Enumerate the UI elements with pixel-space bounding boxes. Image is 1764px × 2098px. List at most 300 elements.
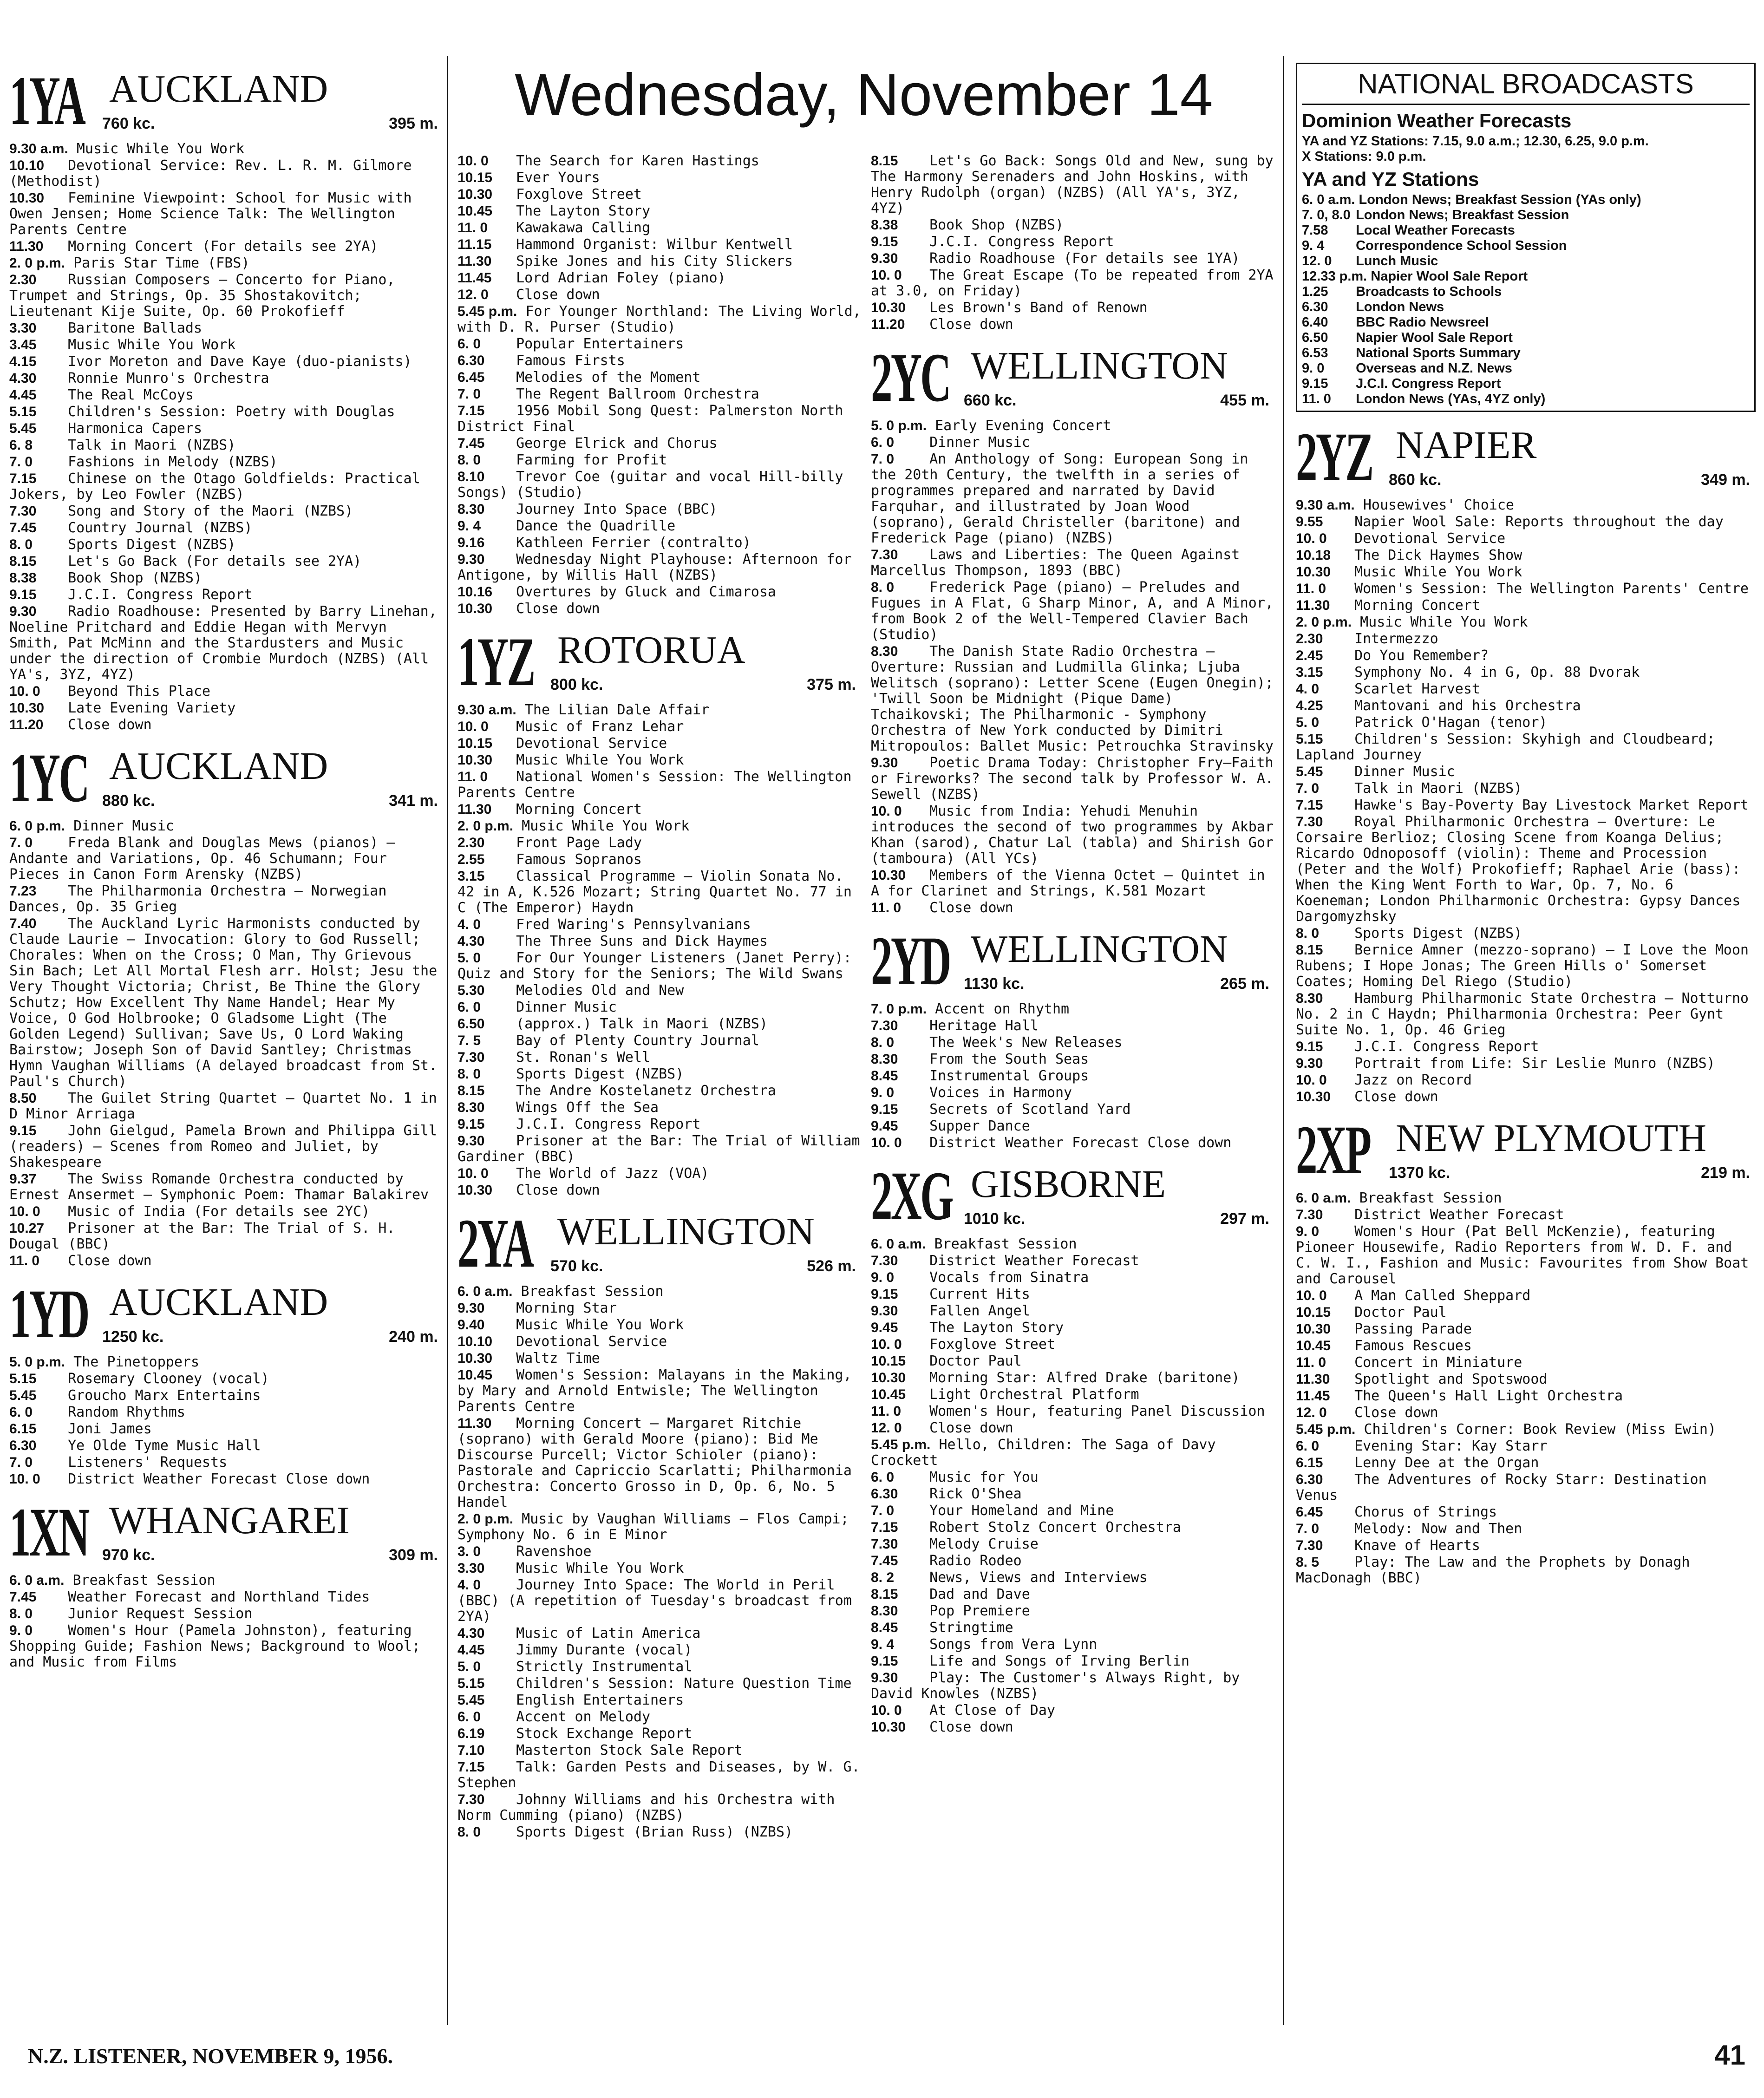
schedule-programme: Children's Corner: Book Review (Miss Ewin) — [1364, 1421, 1717, 1438]
schedule-time: 8.15 — [457, 1083, 485, 1098]
schedule-programme: London News; Breakfast Session — [1356, 208, 1569, 222]
schedule-programme: Sports Digest (NZBS) — [1354, 925, 1522, 941]
schedule-time: 6. 0 — [871, 435, 895, 450]
schedule-time: 6.30 — [1302, 300, 1328, 314]
schedule-item — [457, 270, 862, 286]
schedule-item — [1302, 284, 1750, 300]
schedule-item — [9, 554, 444, 569]
schedule-time: 9.40 — [457, 1317, 485, 1333]
page-footer: N.Z. LISTENER, NOVEMBER 9, 1956. — [28, 2044, 393, 2068]
schedule-programme: Members of the Vienna Octet — Quintet in A for Clarinet and Strings, K.581 Mozart — [871, 867, 1265, 899]
station-frequency: 660 kc. — [964, 392, 1017, 409]
schedule-time: 10.15 — [457, 736, 493, 751]
schedule-item — [457, 1693, 862, 1708]
schedule-item — [1296, 1372, 1756, 1387]
schedule-item — [1302, 346, 1750, 361]
schedule-item — [1296, 614, 1756, 630]
schedule-time: 8. 0 — [457, 1066, 481, 1082]
schedule-time: 7.30 — [871, 547, 898, 562]
schedule-item — [457, 1100, 862, 1116]
schedule-programme: Music While You Work — [68, 337, 236, 353]
station-call-sign: 1YD — [9, 1275, 88, 1353]
schedule-programme: Close down — [929, 1420, 1013, 1436]
schedule-programme: Close down — [516, 1182, 600, 1198]
schedule-time: 7.30 — [1296, 814, 1323, 830]
schedule-item — [457, 1626, 862, 1641]
schedule-time: 2.30 — [9, 272, 37, 288]
schedule-time: 5.15 — [457, 1676, 485, 1691]
schedule-item — [1296, 1321, 1756, 1337]
schedule-programme: For Younger Northland: The Living World, with D. R. Purser (Studio) — [457, 303, 861, 335]
schedule-programme: Mantovani and his Orchestra — [1354, 698, 1581, 714]
schedule-item — [457, 950, 862, 982]
schedule-item — [871, 1052, 1275, 1067]
schedule-programme: Breakfast Session — [72, 1572, 216, 1588]
schedule-programme: Light Orchestral Platform — [929, 1386, 1139, 1403]
schedule-time: 8.15 — [9, 554, 37, 569]
schedule-item — [457, 1351, 862, 1366]
schedule-item — [457, 386, 862, 402]
station-call-sign: 1XN — [9, 1494, 88, 1571]
schedule-time: 4. 0 — [457, 917, 481, 932]
schedule-programme: Morning Concert (For details see 2YA) — [68, 238, 379, 255]
station-frequency: 570 kc. — [550, 1257, 603, 1275]
station-call-sign: 2XG — [871, 1157, 952, 1235]
schedule-time: 10.45 — [457, 203, 493, 219]
page-headline: Wednesday, November 14 — [515, 62, 1213, 128]
schedule-item — [1296, 681, 1756, 697]
schedule-item — [457, 436, 862, 451]
schedule-item — [871, 1287, 1275, 1302]
schedule-time: 8.30 — [1296, 991, 1323, 1006]
schedule-item — [1302, 376, 1750, 392]
schedule-programme: Women's Hour, featuring Panel Discussion — [929, 1403, 1265, 1419]
schedule-time: 11. 0 — [871, 1404, 902, 1419]
schedule-item — [9, 604, 444, 683]
schedule-programme: Close down — [1354, 1405, 1438, 1421]
schedule-programme: St. Ronan's Well — [516, 1049, 651, 1065]
schedule-item — [9, 717, 444, 733]
schedule-item — [1296, 665, 1756, 680]
station-frequency: 760 kc. — [102, 115, 155, 132]
schedule-item — [1296, 1355, 1756, 1371]
schedule-time: 9.15 — [9, 1123, 37, 1138]
schedule-programme: BBC Radio Newsreel — [1356, 315, 1489, 330]
station-city: NAPIER — [1396, 424, 1537, 467]
schedule-item — [9, 1171, 444, 1203]
schedule-programme: Morning Concert — [1354, 597, 1480, 614]
schedule-programme: Do You Remember? — [1354, 647, 1489, 664]
schedule-item — [871, 1719, 1275, 1735]
schedule-item — [457, 769, 862, 801]
schedule-item — [457, 153, 862, 169]
schedule-time: 10. 0 — [1296, 1072, 1327, 1088]
schedule-programme: Music While You Work — [516, 1560, 684, 1576]
schedule-time: 9. 0 — [1302, 361, 1325, 376]
schedule-programme: Children's Session: Skyhigh and Cloudbeard; Lapland Journey — [1296, 731, 1715, 763]
schedule-item — [457, 552, 862, 583]
schedule-item — [1296, 648, 1756, 664]
schedule-time: 7.15 — [457, 403, 485, 418]
schedule-time: 7.58 — [1302, 223, 1328, 238]
schedule-item — [1296, 1089, 1756, 1105]
schedule-time: 9.45 — [871, 1320, 898, 1335]
schedule-programme: Portrait from Life: Sir Leslie Munro (NZBS) — [1354, 1055, 1715, 1072]
schedule-time: 7.30 — [457, 1792, 485, 1807]
schedule-programme: Songs from Vera Lynn — [929, 1636, 1098, 1653]
schedule-item — [457, 1133, 862, 1165]
schedule-programme: The Real McCoys — [68, 387, 194, 403]
schedule-time: 2.55 — [457, 852, 485, 867]
schedule-time: 10.45 — [1296, 1338, 1331, 1353]
schedule-programme: Evening Star: Kay Starr — [1354, 1438, 1548, 1454]
schedule-programme: Accent on Rhythm — [935, 1001, 1070, 1017]
schedule-time: 7. 0 — [1296, 781, 1320, 796]
schedule-programme: Rick O'Shea — [929, 1486, 1022, 1502]
schedule-time: 10. 0 — [871, 268, 902, 283]
schedule-item — [457, 1792, 862, 1823]
schedule-time: 9.15 — [457, 1117, 485, 1132]
schedule-programme: Breakfast Session — [1359, 1190, 1502, 1206]
schedule-time: 5.45 p.m. — [1296, 1422, 1356, 1437]
schedule-programme: Dinner Music — [929, 434, 1030, 451]
schedule-programme: Morning Star — [516, 1300, 617, 1316]
page-number: 41 — [1714, 2039, 1745, 2071]
schedule-item — [9, 404, 444, 420]
schedule-list — [1296, 497, 1756, 1105]
schedule-time: 2.30 — [457, 835, 485, 850]
schedule-time: 9.15 — [871, 1287, 898, 1302]
schedule-time: 7.45 — [871, 1553, 898, 1569]
schedule-item — [9, 239, 444, 255]
schedule-list — [1296, 1190, 1756, 1586]
schedule-time: 10. 0 — [871, 1703, 902, 1718]
schedule-item — [1296, 1422, 1756, 1438]
schedule-time: 9.15 — [871, 1102, 898, 1117]
schedule-item — [9, 537, 444, 553]
schedule-programme: Johnny Williams and his Orchestra with Norm Cumming (piano) (NZBS) — [457, 1791, 835, 1823]
schedule-programme: Patrick O'Hagan (tenor) — [1354, 714, 1548, 731]
schedule-item — [9, 272, 444, 320]
schedule-item — [871, 1118, 1275, 1134]
schedule-time: 7.30 — [1296, 1538, 1323, 1553]
station-wavelength: 375 m. — [807, 676, 856, 693]
schedule-item — [1302, 315, 1750, 330]
schedule-item — [1302, 254, 1750, 269]
schedule-programme: National Women's Session: The Wellington Parents Centre — [457, 769, 852, 801]
schedule-programme: John Gielgud, Pamela Brown and Philippa Gill (readers) — Scenes from Romeo and Juliet, by Shakespeare — [9, 1123, 437, 1170]
station-city: AUCKLAND — [109, 1281, 328, 1324]
schedule-programme: Trevor Coe (guitar and vocal Hill-billy Songs) (Studio) — [457, 469, 843, 501]
schedule-time: 8.45 — [871, 1068, 898, 1084]
schedule-item — [1296, 631, 1756, 647]
schedule-time: 8.30 — [457, 502, 485, 517]
schedule-item — [457, 702, 862, 718]
schedule-item — [457, 1642, 862, 1658]
schedule-time: 7.45 — [9, 520, 37, 536]
schedule-programme: Vocals from Sinatra — [929, 1269, 1089, 1286]
schedule-time: 10. 0 — [871, 804, 902, 819]
schedule-programme: Music While You Work — [76, 141, 245, 157]
schedule-time: 5.15 — [1296, 732, 1323, 747]
schedule-programme: Instrumental Groups — [929, 1068, 1089, 1084]
schedule-programme: Early Evening Concert — [935, 418, 1111, 434]
schedule-item — [9, 1388, 444, 1404]
schedule-programme: Poetic Drama Today: Christopher Fry—Faith or Fireworks? The second talk by Professor W. A. Sewell (NZBS) — [871, 755, 1274, 803]
schedule-time: 6. 0 — [1296, 1438, 1320, 1454]
schedule-programme: Journey Into Space (BBC) — [516, 501, 718, 517]
schedule-time: 10.30 — [1296, 564, 1331, 580]
schedule-time: 9.15 — [1302, 376, 1328, 391]
schedule-programme: Junior Request Session — [68, 1606, 253, 1622]
schedule-item — [457, 983, 862, 999]
schedule-programme: Music of Latin America — [516, 1625, 701, 1641]
station-city: AUCKLAND — [109, 67, 328, 111]
schedule-programme: Sports Digest (NZBS) — [68, 536, 236, 553]
schedule-time: 7.15 — [9, 471, 37, 486]
schedule-item — [457, 1577, 862, 1625]
schedule-programme: Sports Digest (Brian Russ) (NZBS) — [516, 1824, 793, 1840]
schedule-programme: Late Evening Variety — [68, 700, 236, 716]
schedule-item — [9, 1253, 444, 1269]
schedule-time: 3.15 — [457, 869, 485, 884]
schedule-item — [871, 153, 1275, 216]
schedule-programme: District Weather Forecast — [1354, 1207, 1564, 1223]
schedule-item — [871, 1303, 1275, 1319]
schedule-time: 12.33 p.m. — [1302, 269, 1367, 284]
schedule-item — [871, 1437, 1275, 1469]
schedule-item — [9, 337, 444, 353]
schedule-item — [9, 158, 444, 190]
station-city: NEW PLYMOUTH — [1396, 1117, 1707, 1160]
schedule-programme: The Layton Story — [929, 1320, 1064, 1336]
schedule-programme: Random Rhythms — [68, 1404, 185, 1420]
station-header — [9, 62, 444, 139]
schedule-time: 10.15 — [1296, 1305, 1331, 1320]
schedule-time: 8.30 — [871, 1603, 898, 1619]
schedule-time: 8. 0 — [871, 1035, 895, 1050]
schedule-time: 11. 0 — [457, 769, 488, 784]
schedule-programme: For Our Younger Listeners (Janet Perry): Quiz and Story for the Seniors; The Wild Swans — [457, 950, 852, 982]
schedule-programme: Book Shop (NZBS) — [68, 570, 203, 586]
station-header — [457, 623, 862, 700]
schedule-item — [457, 1000, 862, 1015]
schedule-item — [457, 1016, 862, 1032]
schedule-time: 10.30 — [9, 190, 45, 206]
schedule-item — [871, 1236, 1275, 1252]
schedule-programme: Prisoner at the Bar: The Trial of S. H. Dougal (BBC) — [9, 1220, 395, 1252]
schedule-programme: Correspondence School Session — [1356, 238, 1567, 253]
schedule-time: 9.30 — [9, 604, 37, 619]
schedule-time: 7.15 — [1296, 797, 1323, 813]
schedule-programme: English Entertainers — [516, 1692, 684, 1708]
schedule-programme: A Man Called Sheppard — [1354, 1288, 1531, 1304]
schedule-programme: Farming for Profit — [516, 452, 667, 468]
schedule-time: 12. 0 — [1302, 254, 1332, 268]
schedule-time: 11.45 — [1296, 1388, 1330, 1404]
schedule-time: 5.15 — [9, 404, 37, 419]
schedule-time: 8. 2 — [871, 1570, 895, 1585]
schedule-item — [9, 503, 444, 519]
schedule-time: 6. 0 — [457, 336, 481, 352]
schedule-item — [1296, 732, 1756, 763]
weather-line: YA and YZ Stations: 7.15, 9.0 a.m.; 12.30, 6.25, 9.0 p.m. — [1302, 134, 1649, 149]
schedule-item — [457, 1511, 862, 1543]
schedule-item — [1296, 942, 1756, 990]
schedule-item — [871, 1536, 1275, 1552]
schedule-programme: Music While You Work — [516, 1317, 684, 1333]
schedule-item — [457, 170, 862, 186]
schedule-item — [457, 287, 862, 303]
schedule-time: 6.50 — [457, 1016, 485, 1032]
schedule-programme: Broadcasts to Schools — [1356, 284, 1502, 299]
schedule-item — [9, 1371, 444, 1387]
station-call-sign: 2YA — [457, 1205, 533, 1282]
schedule-time: 7.30 — [871, 1253, 898, 1268]
schedule-programme: J.C.I. Congress Report — [1354, 1039, 1539, 1055]
schedule-item — [1296, 531, 1756, 547]
schedule-programme: Music of Franz Lehar — [516, 719, 684, 735]
schedule-item — [9, 354, 444, 370]
schedule-item — [9, 1405, 444, 1420]
schedule-time: 9.30 a.m. — [9, 141, 68, 157]
schedule-item — [457, 719, 862, 735]
station-wavelength: 349 m. — [1701, 471, 1750, 489]
schedule-time: 8.15 — [871, 153, 898, 169]
schedule-item — [871, 451, 1275, 546]
schedule-item — [9, 587, 444, 603]
schedule-list — [9, 1354, 444, 1487]
schedule-item — [457, 1743, 862, 1758]
schedule-item — [1302, 223, 1750, 238]
schedule-programme: Dinner Music — [516, 999, 617, 1015]
schedule-programme: Rosemary Clooney (vocal) — [68, 1371, 269, 1387]
schedule-time: 9. 0 — [9, 1623, 33, 1638]
schedule-programme: Women's Session: Malayans in the Making, by Mary and Arnold Entwisle; The Wellington Parents Centre — [457, 1367, 852, 1415]
schedule-programme: Spike Jones and his City Slickers — [516, 253, 793, 269]
schedule-programme: Life and Songs of Irving Berlin — [929, 1653, 1189, 1669]
schedule-time: 6. 0 — [457, 1000, 481, 1015]
schedule-item — [457, 818, 862, 834]
schedule-item — [871, 1001, 1275, 1017]
station-frequency: 1010 kc. — [964, 1210, 1026, 1228]
schedule-programme: Breakfast Session — [934, 1236, 1077, 1252]
schedule-item — [1296, 1207, 1756, 1223]
schedule-time: 6.30 — [1296, 1472, 1323, 1487]
schedule-time: 8. 0 — [1296, 926, 1320, 941]
station-wavelength: 265 m. — [1220, 975, 1269, 993]
schedule-list — [871, 418, 1275, 916]
schedule-item — [9, 471, 444, 503]
schedule-item — [457, 203, 862, 219]
station-wavelength: 240 m. — [389, 1328, 438, 1346]
schedule-time: 11.30 — [9, 239, 44, 254]
schedule-time: 6. 8 — [9, 438, 33, 453]
schedule-programme: News, Views and Interviews — [929, 1569, 1148, 1586]
schedule-item — [871, 1654, 1275, 1669]
schedule-time: 7.15 — [871, 1520, 898, 1535]
schedule-item — [457, 220, 862, 236]
schedule-time: 6. 0 — [871, 1470, 895, 1485]
schedule-programme: Dad and Dave — [929, 1586, 1030, 1602]
schedule-item — [871, 217, 1275, 233]
schedule-item — [9, 1123, 444, 1170]
schedule-item — [871, 1337, 1275, 1353]
schedule-programme: Paris Star Time (FBS) — [73, 255, 250, 271]
schedule-programme: Napier Wool Sale Report — [1356, 330, 1513, 345]
schedule-programme: Lenny Dee at the Organ — [1354, 1455, 1539, 1471]
schedule-time: 5.45 — [1296, 764, 1323, 779]
schedule-programme: Play: The Customer's Always Right, by David Knowles (NZBS) — [871, 1670, 1240, 1702]
schedule-programme: Knave of Hearts — [1354, 1537, 1480, 1554]
schedule-item — [871, 418, 1275, 434]
schedule-item — [457, 452, 862, 468]
schedule-item — [1296, 1521, 1756, 1537]
schedule-time: 5.45 p.m. — [457, 304, 517, 319]
schedule-item — [1296, 1190, 1756, 1206]
schedule-programme: The Great Escape (To be repeated from 2YA at 3.0, on Friday) — [871, 267, 1274, 299]
schedule-item — [457, 1676, 862, 1692]
schedule-time: 12. 0 — [871, 1420, 902, 1436]
schedule-time: 7. 5 — [457, 1033, 481, 1048]
schedule-time: 6.30 — [9, 1438, 37, 1453]
schedule-time: 7.30 — [871, 1536, 898, 1552]
schedule-programme: Laws and Liberties: The Queen Against Marcellus Thompson, 1893 (BBC) — [871, 547, 1240, 579]
schedule-time: 9. 4 — [457, 518, 481, 534]
schedule-programme: Listeners' Requests — [68, 1454, 228, 1471]
schedule-item — [1296, 1288, 1756, 1304]
schedule-programme: Doctor Paul — [929, 1353, 1022, 1369]
schedule-programme: The Lilian Dale Affair — [524, 702, 710, 718]
schedule-time: 4. 0 — [1296, 681, 1320, 697]
schedule-item — [9, 190, 444, 238]
schedule-programme: Voices in Harmony — [929, 1085, 1072, 1101]
schedule-time: 11.15 — [457, 237, 492, 252]
schedule-programme: J.C.I. Congress Report — [1356, 376, 1501, 391]
schedule-item — [871, 755, 1275, 803]
schedule-programme: J.C.I. Congress Report — [929, 234, 1114, 250]
schedule-time: 8.50 — [9, 1091, 37, 1106]
schedule-list — [9, 818, 444, 1269]
schedule-item — [1302, 269, 1750, 284]
station-wavelength: 297 m. — [1220, 1210, 1269, 1228]
schedule-programme: Jimmy Durante (vocal) — [516, 1642, 693, 1658]
schedule-time: 10.10 — [457, 1334, 493, 1349]
schedule-item — [457, 1561, 862, 1576]
schedule-time: 10. 0 — [9, 1204, 40, 1219]
schedule-programme: Music from India: Yehudi Menuhin introduces the second of two programmes by Akbar Khan (sarod), Chatur Lal (tabla) and Shirish Gor (tamboura) (All YCs) — [871, 803, 1274, 867]
schedule-programme: Lunch Music — [1356, 254, 1438, 268]
schedule-time: 10. 0 — [871, 1337, 902, 1352]
schedule-item — [9, 1455, 444, 1471]
schedule-item — [457, 1659, 862, 1675]
schedule-item — [1296, 514, 1756, 530]
schedule-time: 2.45 — [1296, 648, 1323, 663]
schedule-item — [1296, 814, 1756, 925]
schedule-programme: Ronnie Munro's Orchestra — [68, 370, 269, 386]
schedule-time: 10.30 — [1296, 1089, 1331, 1105]
schedule-programme: Royal Philharmonic Orchestra — Overture: Le Corsaire Berlioz; Closing Scene from Koanga Delius; Ricardo Odnoposoff (violin): Theme and Procession (Peter and the Wolf) Prokofieff; Raphael Arie (bass): When the King Went Forth to War, Op. 7, No. 6 Koeneman; London Philharmonic Orchestra: Gypsy Dances Dargomyzhsky — [1296, 814, 1741, 925]
schedule-programme: Dinner Music — [73, 818, 174, 834]
column-divider — [1283, 56, 1284, 2025]
schedule-programme: Heritage Hall — [929, 1018, 1039, 1034]
schedule-item — [871, 234, 1275, 250]
schedule-time: 11. 0 — [1296, 581, 1326, 596]
schedule-time: 3.15 — [1296, 665, 1323, 680]
schedule-time: 10.30 — [871, 868, 906, 883]
schedule-time: 8.38 — [871, 217, 898, 233]
schedule-time: 9.30 a.m. — [457, 702, 516, 718]
